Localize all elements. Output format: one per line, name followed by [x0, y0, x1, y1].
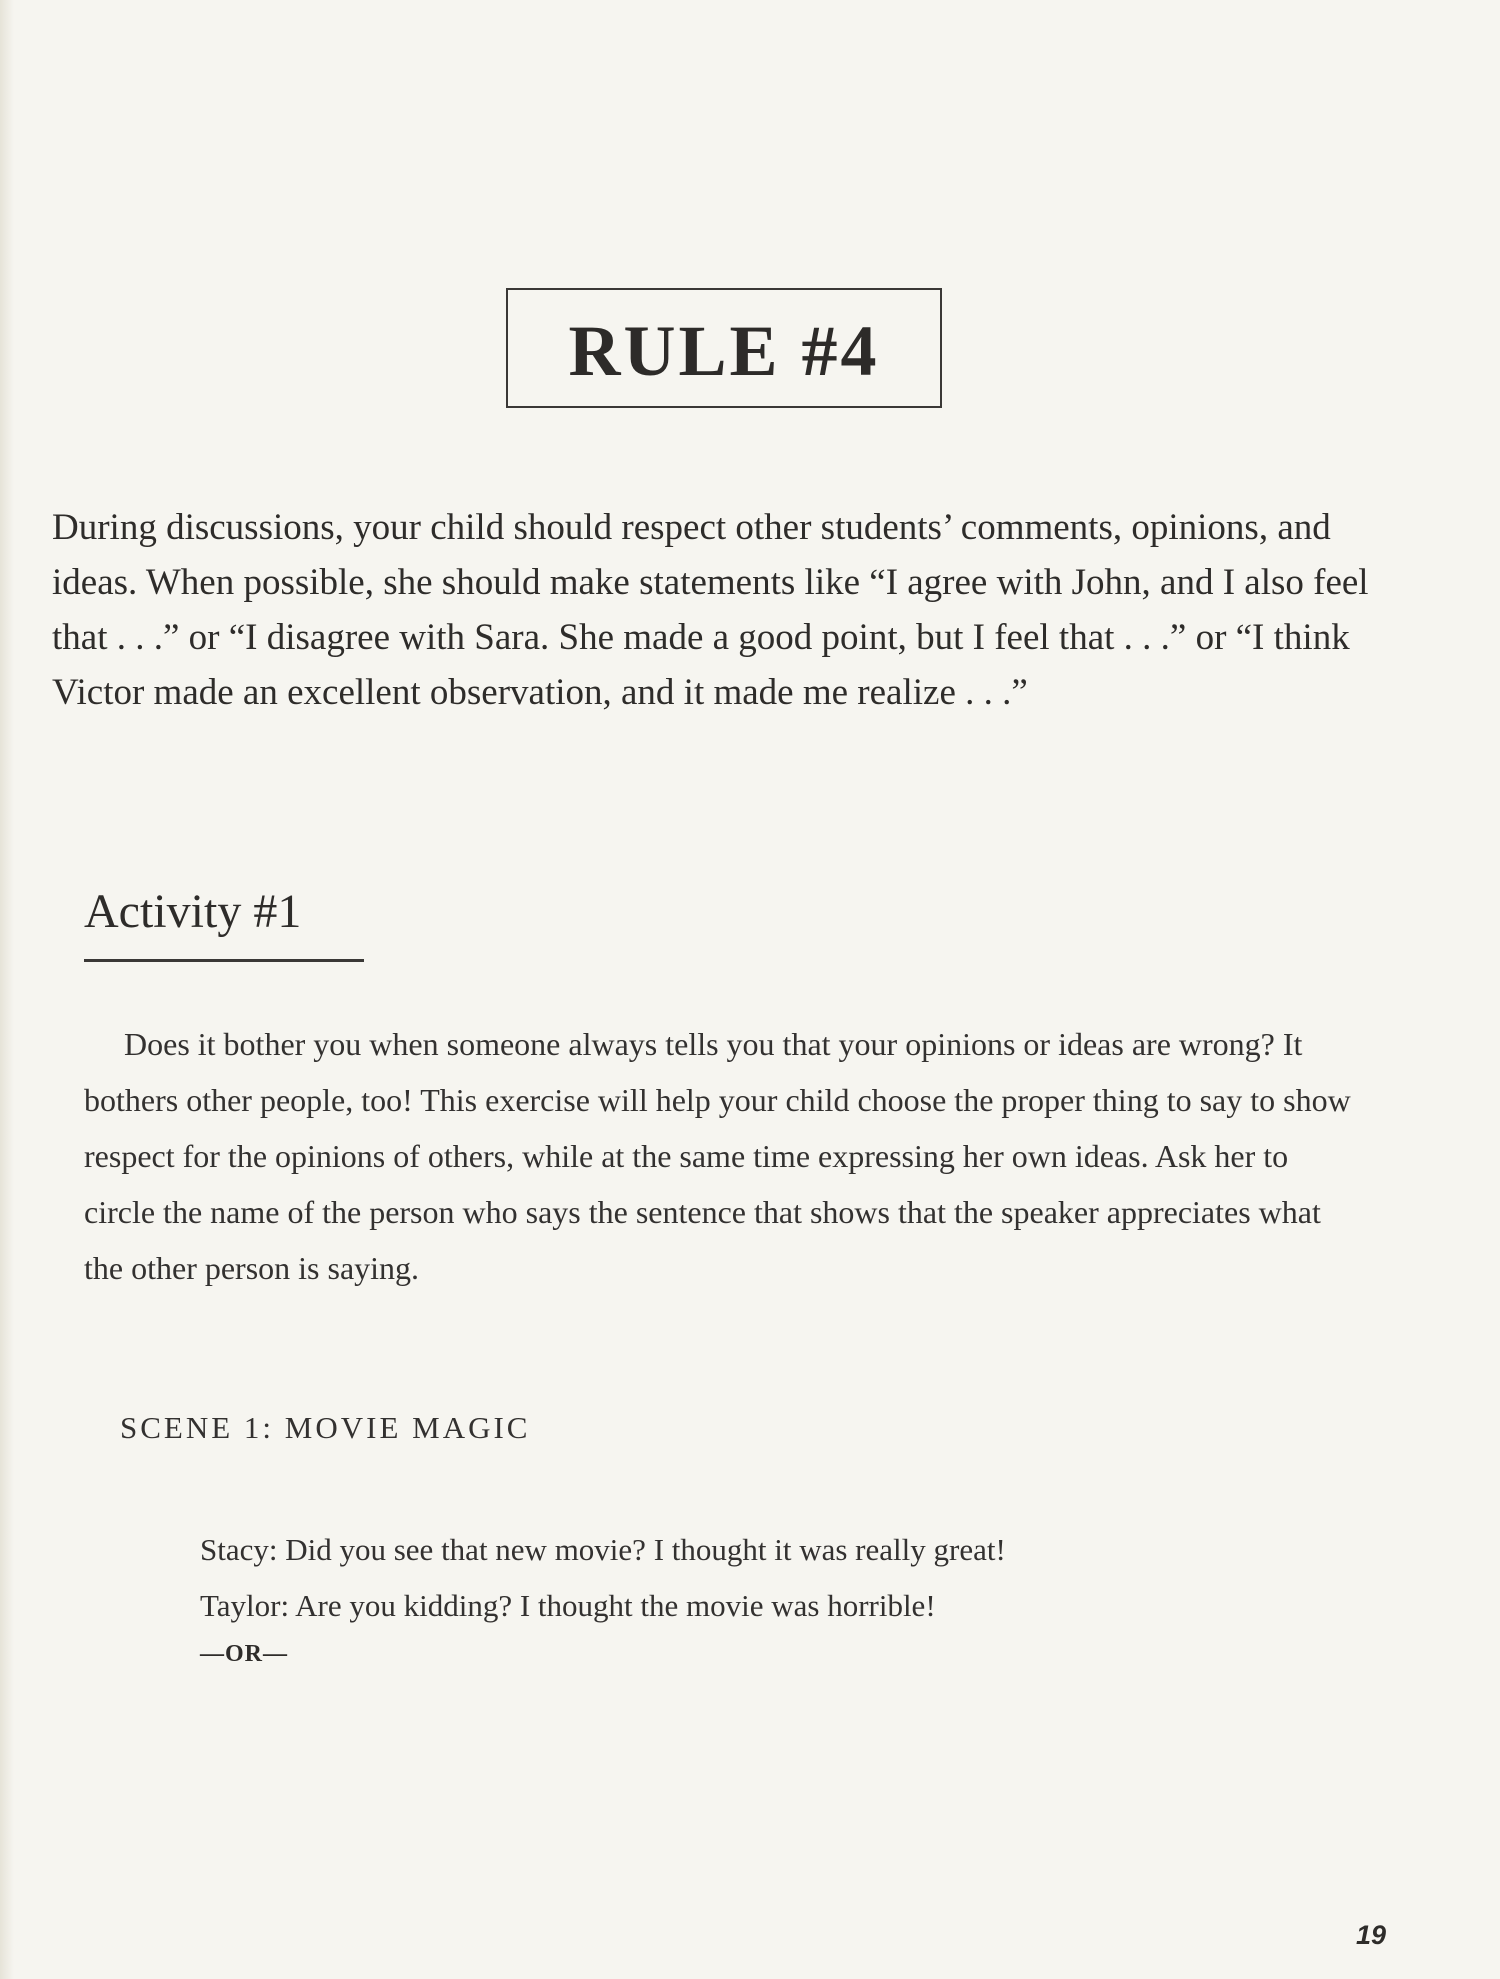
intro-paragraph: During discussions, your child should respect other students’ comments, opinions, and ideas. When possible, she should make statements like “I agree with John, and I also feel that . . .” or “I disagree with Sara. She made a good point, but I feel that . . .” or “I think Victor made an excellent observation, and it made me realize . . .” — [52, 507, 1369, 713]
scene-title: SCENE 1: MOVIE MAGIC — [120, 1410, 531, 1445]
dialogue-line-stacy: Stacy: Did you see that new movie? I thought it was really great! — [200, 1532, 1006, 1567]
dialogue-line-taylor: Taylor: Are you kidding? I thought the movie was horrible! — [200, 1588, 936, 1623]
activity-body: Does it bother you when someone always tells you that your opinions or ideas are wrong? It bothers other people, too! This exercise will help your child choose the proper thing to say to show respect for the opinions of others, while at the same time expressing her own ideas. Ask her to circle the name of the person who says the sentence that shows that the speaker appreciates what the other person is saying. — [84, 1026, 1351, 1286]
dialogue — [200, 1522, 1200, 1674]
page-number: 19 — [1356, 1920, 1387, 1950]
or-divider: —OR— — [200, 1641, 288, 1667]
page-edge-shadow — [0, 0, 14, 1979]
activity-heading: Activity #1 — [84, 885, 302, 938]
rule-title: RULE #4 — [568, 311, 880, 391]
rule-title-box — [506, 288, 942, 408]
activity-heading-underline — [84, 959, 364, 962]
